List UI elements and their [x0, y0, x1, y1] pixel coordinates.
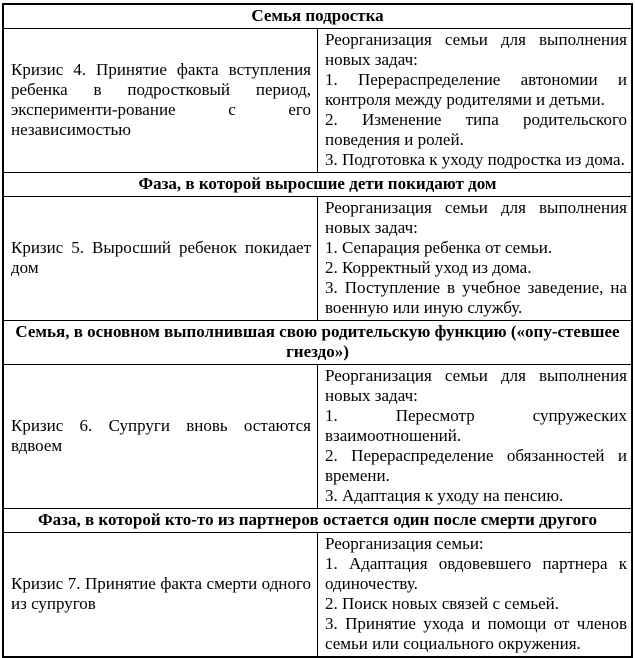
section-content-row — [3, 197, 632, 321]
tasks-intro: Реорганизация семьи: — [325, 534, 484, 553]
section-content-row — [3, 533, 632, 658]
task-item: 2. Изменение типа родительского поведения и ролей. — [325, 110, 627, 149]
tasks-intro: Реорганизация семьи для выполнения новых задач: — [325, 366, 627, 405]
section-header-empty-nest: Семья, в основном выполнившая свою родительскую функцию («опу-стевшее гнездо») — [3, 321, 632, 365]
task-item: 3. Адаптация к уходу на пенсию. — [325, 486, 564, 505]
task-item: 2. Перераспределение обязанностей и времени. — [325, 446, 627, 485]
task-item: 1. Перераспределение автономии и контроля между родителями и детьми. — [325, 70, 627, 109]
task-item: 2. Поиск новых связей с семьей. — [325, 594, 559, 613]
crisis-6-cell: Кризис 6. Супруги вновь остаются вдвоем — [3, 365, 318, 509]
crisis-7-cell: Кризис 7. Принятие факта смерти одного из супругов — [3, 533, 318, 658]
crisis-7-tasks-cell — [318, 533, 633, 658]
task-item: 2. Корректный уход из дома. — [325, 258, 532, 277]
section-header-row — [3, 509, 632, 533]
crisis-5-tasks-cell — [318, 197, 633, 321]
tasks-intro: Реорганизация семьи для выполнения новых задач: — [325, 30, 627, 69]
section-header-teen-family: Семья подростка — [3, 4, 632, 29]
section-content-row — [3, 29, 632, 173]
crisis-4-cell: Кризис 4. Принятие факта вступления ребенка в подростковый период, эксперименти-рование с его независимостью — [3, 29, 318, 173]
crisis-4-tasks-cell — [318, 29, 633, 173]
section-header-children-leave: Фаза, в которой выросшие дети покидают дом — [3, 173, 632, 197]
family-crises-table — [2, 3, 633, 658]
task-item: 3. Поступление в учебное заведение, на военную или иную службу. — [325, 278, 627, 317]
section-header-row — [3, 173, 632, 197]
task-item: 1. Сепарация ребенка от семьи. — [325, 238, 553, 257]
section-content-row — [3, 365, 632, 509]
tasks-intro: Реорганизация семьи для выполнения новых задач: — [325, 198, 627, 237]
task-item: 3. Подготовка к уходу подростка из дома. — [325, 150, 625, 169]
section-header-row — [3, 4, 632, 29]
task-item: 1. Адаптация овдовевшего партнера к одиночеству. — [325, 554, 627, 593]
section-header-partner-death: Фаза, в которой кто-то из партнеров остается один после смерти другого — [3, 509, 632, 533]
task-item: 1. Пересмотр супружеских взаимоотношений. — [325, 406, 627, 445]
crisis-5-cell: Кризис 5. Выросший ребенок покидает дом — [3, 197, 318, 321]
section-header-row — [3, 321, 632, 365]
task-item: 3. Принятие ухода и помощи от членов семьи или социального окружения. — [325, 614, 627, 653]
crisis-6-tasks-cell — [318, 365, 633, 509]
